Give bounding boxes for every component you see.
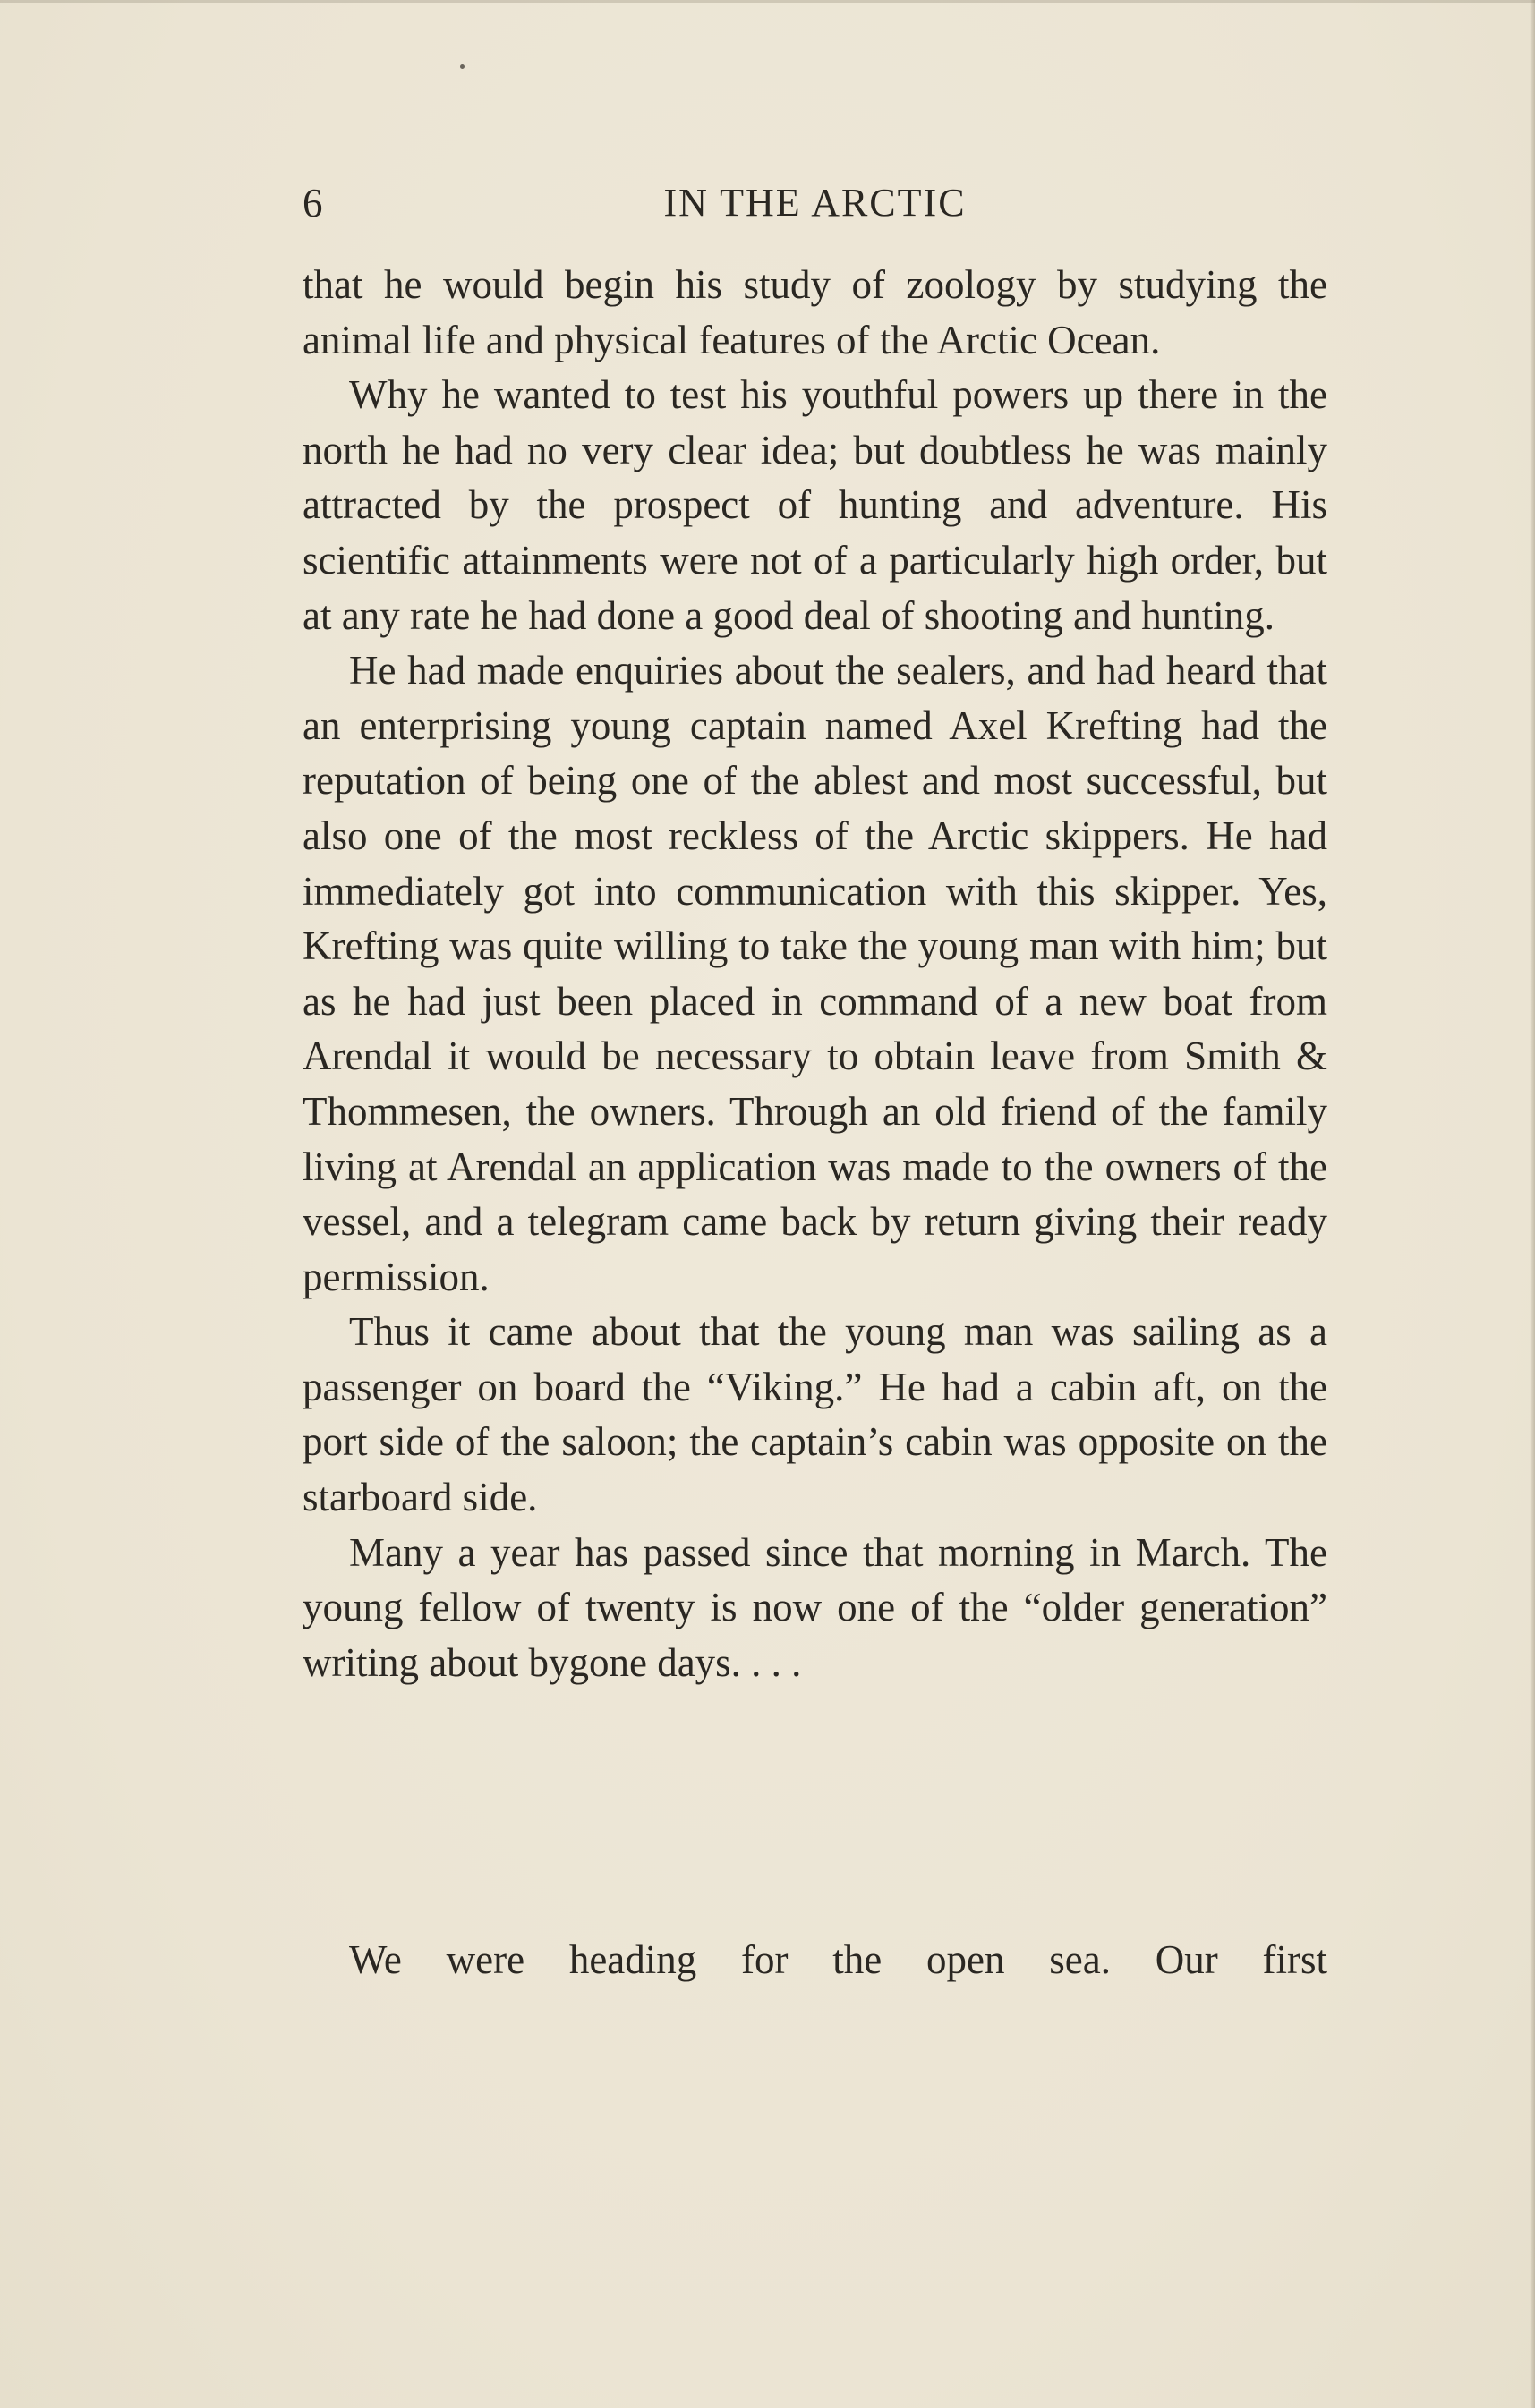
paper-speck (460, 64, 465, 69)
final-paragraph: We were heading for the open sea. Our first (349, 1937, 1327, 1982)
page-right-edge-shadow (1530, 0, 1535, 2408)
paragraph-continued: that he would begin his study of zoology by studying the animal life and physical features of the Arctic Ocean. (303, 262, 1327, 362)
page-top-edge (0, 0, 1535, 3)
running-head: IN THE ARCTIC (663, 181, 967, 225)
page-number: 6 (303, 181, 323, 225)
body-text (303, 258, 1327, 1690)
paragraph: Why he wanted to test his youthful powers up there in the north he had no very clear idea; but doubtless he was mainly attracted by the prospect of hunting and adventure. His scientific attainments were not of a particularly high order, but at any rate he had done a good deal of shooting and hunting. (303, 372, 1327, 638)
paragraph: Thus it came about that the young man was sailing as a passenger on board the “Viking.” He had a cabin aft, on the port side of the saloon; the captain’s cabin was opposite on the starboard side. (303, 1309, 1327, 1520)
page-header (303, 172, 1327, 234)
paragraph: Many a year has passed since that morning in March. The young fellow of twenty is now one of the “older generation” writing about bygone days. . . . (303, 1529, 1327, 1685)
paragraph: He had made enquiries about the sealers, and had heard that an enterprising young captain named Axel Krefting had the reputation of being one of the ablest and most successful, but also one of the most reckless of the Arctic skippers. He had immediately got into communication with this skipper. Yes, Krefting was quite willing to take the young man with him; but as he had just been placed in command of a new boat from Arendal it would be necessary to obtain leave from Smith & Thommesen, the owners. Through an old friend of the family living at Arendal an application was made to the owners of the vessel, and a telegram came back by return giving their ready permission. (303, 648, 1327, 1299)
